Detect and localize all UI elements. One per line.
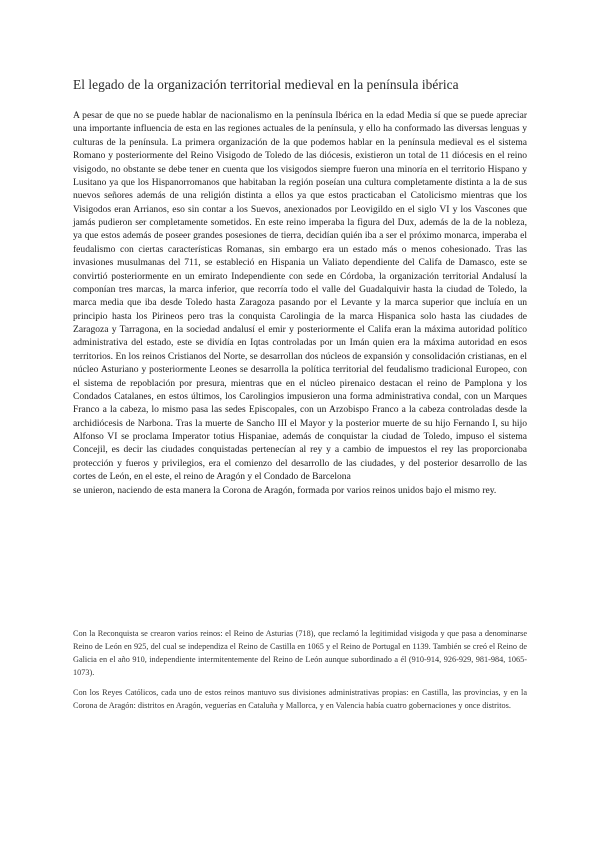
main-paragraph-text: A pesar de que no se puede hablar de nacionalismo en la península Ibérica en la edad Media sí que se puede apreciar una importante influencia de esta en las regiones actuales de la península, y ello ha conformado las diversas lenguas y culturas de la península. La primera organización de la que podemos hablar en la península medieval es el sistema Romano y posteriormente del Reino Visigodo de Toledo de las diócesis, existieron un total de 11 diócesis en el reino visigodo, no obstante se debe tener en cuenta que los visigodos siempre fueron una minoría en el territorio Hispano y Lusitano ya que los Hispanorromanos que habitaban la región poseían una cultura completamente distinta a la de sus nuevos señores además de una religión distinta a ellos ya que estos practicaban el Catolicismo mientras que los Visigodos eran Arrianos, eso sin contar a los Suevos, anexionados por Leovigildo en el siglo VI y los Vascones que jamás pudieron ser completamente sometidos. En este reino imperaba la figura del Dux, además de la de la nobleza, ya que estos además de poseer grandes posesiones de tierra, decidían quién iba a ser el próximo monarca, imperaba el feudalismo con ciertas características Romanas, sin embargo era un estado más o menos cohesionado. Tras las invasiones musulmanas del 711, se estableció en Hispania un Valiato dependiente del Califa de Damasco, este se convirtió posteriormente en un emirato Independiente con sede en Córdoba, la organización territorial Andalusí la componían tres marcas, la marca inferior, que recorría todo el valle del Guadalquivir hasta la ciudad de Toledo, la marca media que iba desde Toledo hasta Zaragoza pasando por el Levante y la marca superior que incluía en un principio hasta los Pirineos pero tras la conquista Carolingia de la marca Hispanica solo hasta las ciudades de Zaragoza y Tarragona, en la sociedad andalusí el emir y posteriormente el Califa eran la máxima autoridad político administrativa del estado, este se dividía en Iqtas controladas por un Imán quien era la máxima autoridad en esos territorios. En los reinos Cristianos del Norte, se desarrollan dos núcleos de expansión y consolidación cristianas, en el núcleo Asturiano y posteriormente Leones se desarrolla la política territorial del feudalismo tradicional Europeo, con el sistema de repoblación por presura, mientras que en el núcleo pirenaico destacan el reino de Pamplona y los Condados Catalanes, en estos últimos, los Carolingios impusieron una forma administrativa condal, con un Marques Franco a la cabeza, lo mismo pasa las sedes Episcopales, con un Arzobispo Franco a la cabeza controladas desde la archidiócesis de Narbona. Tras la muerte de Sancho III el Mayor y la posterior muerte de su hijo Fernando I, su hijo Alfonso VI se proclama Imperator totius Hispaniae, además de conquistar la ciudad de Toledo, impuso el sistema Concejil, es decir las ciudades conquistadas pertenecían al rey y a cambio de impuestos el rey las proporcionaba protección y fueros y privilegios, era el comienzo del desarrollo de las ciudades, y del posterior desarrollo de las cortes de León, en el este, el reino de Aragón y el Condado de Barcelona bbox=[73, 110, 527, 483]
main-paragraph-end: se unieron, naciendo de esta manera la Corona de Aragón, formada por varios reinos unidos bajo el mismo rey. bbox=[73, 484, 497, 496]
main-paragraph bbox=[73, 109, 527, 497]
document-title: El legado de la organización territorial medieval en la península ibérica bbox=[73, 77, 459, 92]
note-reconquista: Con la Reconquista se crearon varios reinos: el Reino de Asturias (718), que reclamó la legitimidad visigoda y que pasa a denominarse Reino de León en 925, del cual se independiza el Reino de Castilla en 1065 y el Reino de Portugal en 1139. También se creó el Reino de Galicia en el año 910, independiente intermitentemente del Reino de León aunque subordinado a él (910-914, 926-929, 981-984, 1065-1073). bbox=[73, 629, 527, 677]
note-reyes-catolicos: Con los Reyes Católicos, cada uno de estos reinos mantuvo sus divisiones administrativas propias: en Castilla, las provincias, y en la Corona de Aragón: distritos en Aragón, veguerías en Cataluña y Mallorca, y en Valencia había cuatro gobernaciones y once distritos. bbox=[73, 688, 527, 710]
